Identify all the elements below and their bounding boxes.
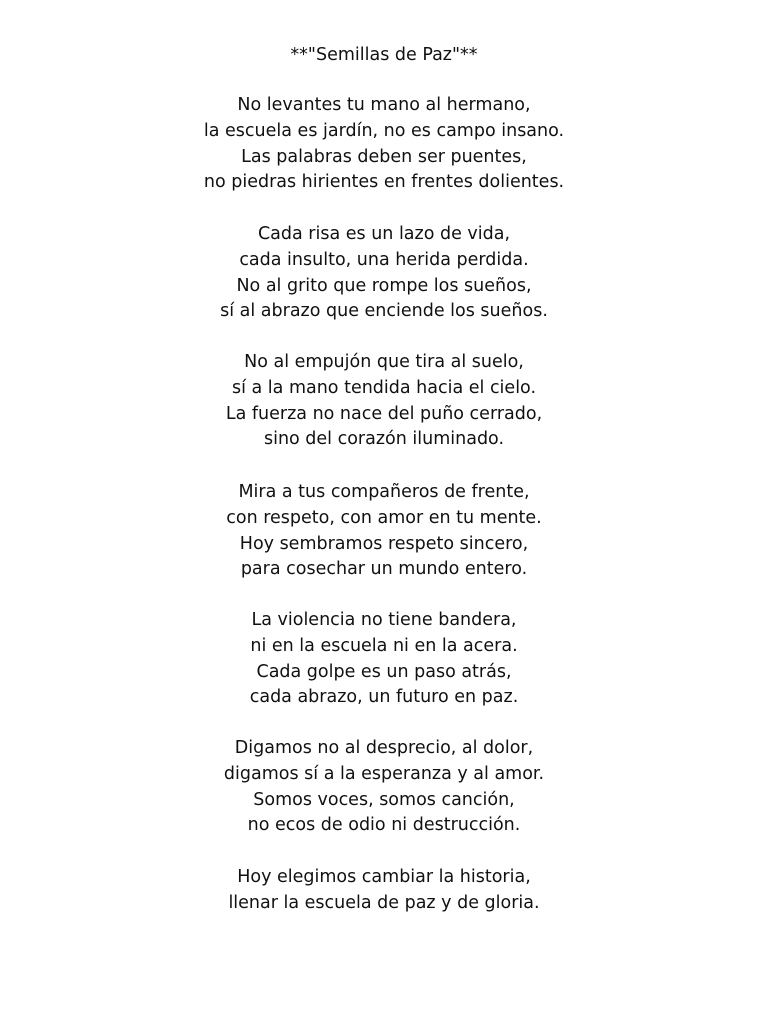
stanza-1: [0, 93, 768, 196]
stanza-4: [0, 480, 768, 583]
stanza-2: [0, 222, 768, 325]
stanza-6-line-4: no ecos de odio ni destrucción.: [247, 815, 521, 836]
stanza-1-line-3: Las palabras deben ser puentes,: [241, 146, 527, 167]
stanza-1-line-2: la escuela es jardín, no es campo insano.: [203, 120, 565, 141]
stanza-5-line-1: La violencia no tiene bandera,: [251, 610, 517, 630]
stanza-7-line-1: Hoy elegimos cambiar la historia,: [237, 867, 531, 887]
stanza-5-line-2: ni en la escuela ni en la acera.: [250, 635, 518, 656]
stanza-6-line-1: Digamos no al desprecio, al dolor,: [234, 738, 534, 758]
stanza-4-line-1: Mira a tus compañeros de frente,: [238, 482, 530, 502]
stanza-5-line-4: cada abrazo, un futuro en paz.: [249, 687, 519, 708]
stanza-3-line-3: La fuerza no nace del puño cerrado,: [225, 403, 543, 424]
stanza-3: [0, 350, 768, 453]
stanza-5: [0, 608, 768, 711]
stanza-3-line-2: sí a la mano tendida hacia el cielo.: [231, 377, 537, 398]
stanza-6-line-3: Somos voces, somos canción,: [253, 789, 515, 810]
stanza-6-line-2: digamos sí a la esperanza y al amor.: [223, 763, 545, 784]
stanza-3-line-1: No al empujón que tira al suelo,: [244, 352, 524, 372]
stanza-1-line-1: No levantes tu mano al hermano,: [237, 95, 531, 115]
stanza-2-line-4: sí al abrazo que enciende los sueños.: [220, 301, 548, 322]
poem-title: **"Semillas de Paz"**: [290, 45, 478, 65]
stanza-1-line-4: no piedras hirientes en frentes dolientes.: [203, 172, 565, 193]
stanza-7: [0, 865, 768, 917]
stanza-2-line-3: No al grito que rompe los sueños,: [236, 275, 532, 296]
stanza-4-line-3: Hoy sembramos respeto sincero,: [239, 533, 529, 554]
stanza-3-line-4: sino del corazón iluminado.: [263, 429, 505, 450]
stanza-7-line-2: llenar la escuela de paz y de gloria.: [228, 892, 540, 913]
stanza-4-line-2: con respeto, con amor en tu mente.: [226, 507, 542, 528]
stanza-5-line-3: Cada golpe es un paso atrás,: [256, 661, 512, 682]
stanza-4-line-4: para cosechar un mundo entero.: [240, 559, 528, 580]
stanza-2-line-2: cada insulto, una herida perdida.: [239, 249, 529, 270]
stanza-2-line-1: Cada risa es un lazo de vida,: [257, 224, 511, 244]
stanza-6: [0, 736, 768, 839]
